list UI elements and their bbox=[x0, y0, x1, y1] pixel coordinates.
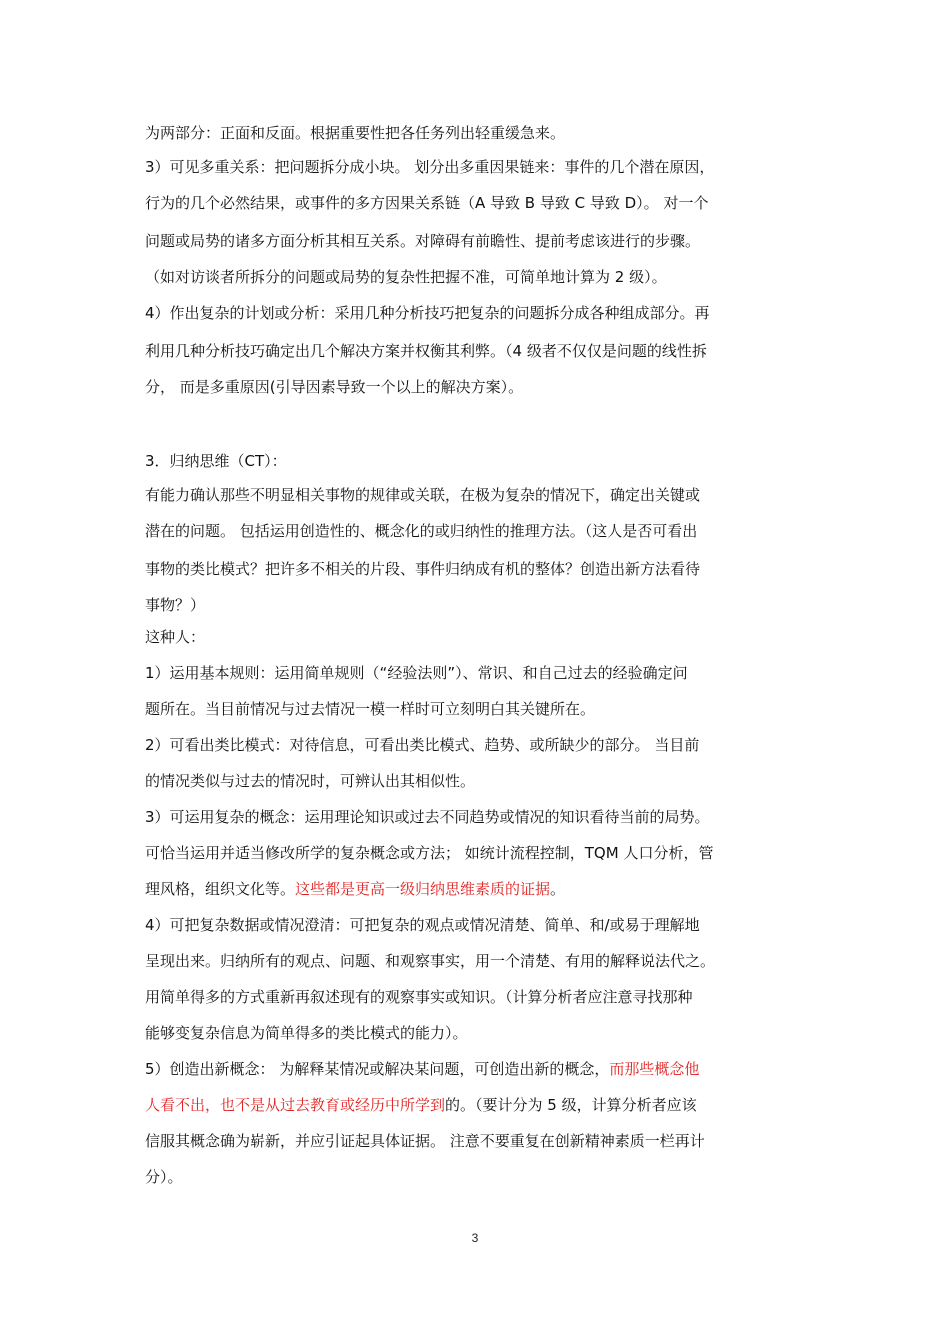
text-line: 可恰当运用并适当修改所学的复杂概念或方法； 如统计流程控制，TQM 人口分析，管 bbox=[145, 844, 714, 862]
text-line: 1）运用基本规则：运用简单规则（“经验法则”）、常识、和自己过去的经验确定问 bbox=[145, 664, 688, 682]
text-line: 有能力确认那些不明显相关事物的规律或关联，在极为复杂的情况下，确定出关键或 bbox=[145, 486, 701, 504]
text-line: 3）可见多重关系：把问题拆分成小块。 划分出多重因果链来：事件的几个潜在原因， bbox=[145, 158, 715, 176]
text-line: 能够变复杂信息为简单得多的类比模式的能力）。 bbox=[145, 1024, 468, 1042]
text-segment: 的。（要计分为 5 级，计算分析者应该 bbox=[445, 1096, 697, 1114]
highlighted-text: 而那些概念他 bbox=[609, 1060, 700, 1078]
section-heading: 3．归纳思维（CT）： bbox=[145, 452, 287, 470]
text-line: 这种人： bbox=[145, 628, 206, 646]
text-line: 事物的类比模式？把许多不相关的片段、事件归纳成有机的整体？创造出新方法看待 bbox=[145, 560, 701, 578]
text-line: 为两部分：正面和反面。根据重要性把各任务列出轻重缓急来。 bbox=[145, 124, 566, 142]
paragraph-gap bbox=[145, 412, 810, 450]
text-line: 题所在。当目前情况与过去情况一模一样时可立刻明白其关键所在。 bbox=[145, 700, 596, 718]
page-number: 3 bbox=[471, 1231, 479, 1245]
text-line: 问题或局势的诸多方面分析其相互关系。对障碍有前瞻性、提前考虑该进行的步骤。 bbox=[145, 232, 701, 250]
text-line: 4）作出复杂的计划或分析：采用几种分析技巧把复杂的问题拆分成各种组成部分。再 bbox=[145, 304, 710, 322]
text-segment: 理风格，组织文化等。 bbox=[145, 880, 296, 898]
text-segment: 。 bbox=[550, 880, 566, 898]
text-line: 事物？） bbox=[145, 596, 206, 614]
text-line bbox=[145, 878, 810, 914]
text-line bbox=[145, 1094, 810, 1130]
text-line: 行为的几个必然结果，或事件的多方因果关系链（A 导致 B 导致 C 导致 D）。 对一个 bbox=[145, 194, 709, 212]
highlighted-text: 这些都是更高一级归纳思维素质的证据 bbox=[295, 880, 551, 898]
document-body bbox=[145, 122, 810, 1202]
text-line: 的情况类似与过去的情况时，可辨认出其相似性。 bbox=[145, 772, 476, 790]
text-line: 潜在的问题。 包括运用创造性的、概念化的或归纳性的推理方法。（这人是否可看出 bbox=[145, 522, 698, 540]
text-line: 2）可看出类比模式：对待信息，可看出类比模式、趋势、或所缺少的部分。 当目前 bbox=[145, 736, 700, 754]
text-line: 信服其概念确为崭新，并应引证起具体证据。 注意不要重复在创新精神素质一栏再计 bbox=[145, 1132, 705, 1150]
text-line: （如对访谈者所拆分的问题或局势的复杂性把握不准，可简单地计算为 2 级）。 bbox=[145, 268, 667, 286]
text-line: 呈现出来。归纳所有的观点、问题、和观察事实，用一个清楚、有用的解释说法代之。 bbox=[145, 952, 716, 970]
text-segment: 5）创造出新概念： 为解释某情况或解决某问题，可创造出新的概念， bbox=[145, 1060, 610, 1078]
highlighted-text: 人看不出，也不是从过去教育或经历中所学到 bbox=[145, 1096, 446, 1114]
text-line: 分， 而是多重原因(引导因素导致一个以上的解决方案）。 bbox=[145, 378, 524, 396]
text-line: 3）可运用复杂的概念：运用理论知识或过去不同趋势或情况的知识看待当前的局势。 bbox=[145, 808, 710, 826]
text-line: 用简单得多的方式重新再叙述现有的观察事实或知识。（计算分析者应注意寻找那种 bbox=[145, 988, 693, 1006]
text-line: 分）。 bbox=[145, 1168, 183, 1186]
text-line: 4）可把复杂数据或情况澄清：可把复杂的观点或情况清楚、简单、和/或易于理解地 bbox=[145, 916, 700, 934]
text-line bbox=[145, 1058, 810, 1094]
text-line: 利用几种分析技巧确定出几个解决方案并权衡其利弊。（4 级者不仅仅是问题的线性拆 bbox=[145, 342, 707, 360]
